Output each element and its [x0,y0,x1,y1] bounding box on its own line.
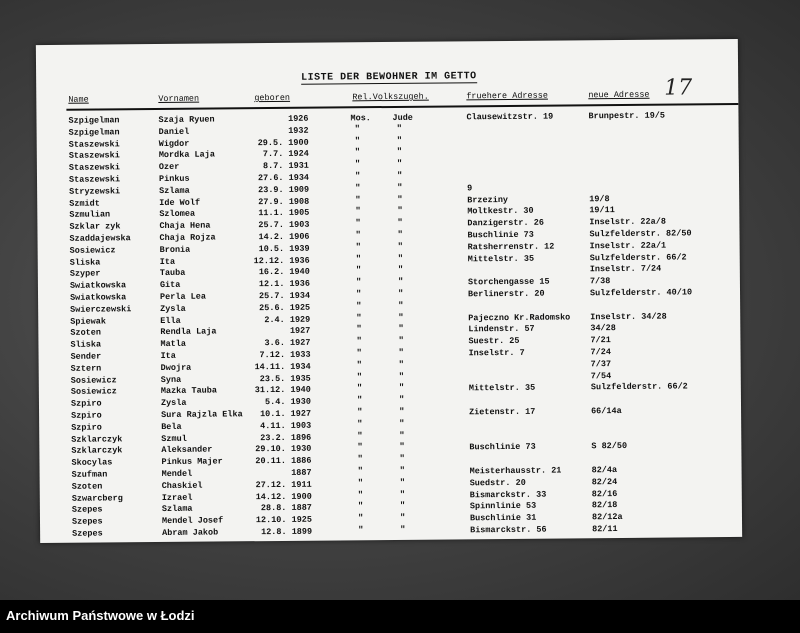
ditto-mark: " [397,265,404,276]
ditto-mark: " [398,359,405,370]
ditto-mark: " [398,347,404,358]
cell-name: Szmidt [69,198,100,209]
cell-name: Sztern [70,363,102,374]
cell-vorname: Chaskiel [161,480,203,491]
cell-name: Szpiro [71,410,102,421]
cell-name: Szepes [71,516,103,527]
cell-neu: 7/38 [589,276,611,287]
cell-vorname: Rendla Laja [160,326,217,338]
ditto-mark: " [399,465,406,476]
ditto-mark: " [357,466,364,477]
cell-neu: 82/11 [592,524,618,535]
cell-vorname: Ita [160,350,176,361]
cell-name: Staszewski [68,138,120,150]
cell-frueher: Danzigerstr. 26 [467,217,544,229]
cell-geboren: 1927 [289,326,311,337]
cell-geboren: 14.2. 1906 [258,231,310,243]
cell-vorname: Mendel [161,468,193,479]
ditto-mark: " [355,194,361,205]
ditto-mark: " [398,395,405,406]
cell-name: Sosiewicz [69,245,116,256]
cell-vorname: Ide Wolf [159,197,201,208]
cell-name: Szepes [72,528,103,539]
cell-vorname: Daniel [158,126,190,137]
ditto-mark: " [396,135,403,146]
cell-frueher: Ratsherrenstr. 12 [467,241,555,253]
ditto-mark: " [399,501,406,512]
cell-neu: Sulzfelderstr. 66/2 [590,381,688,393]
cell-neu: Sulzfelderstr. 66/2 [589,251,687,263]
cell-vorname: Pinkus Majer [161,456,223,468]
ditto-mark: " [357,478,364,489]
ditto-mark: " [354,135,361,146]
document-title: LISTE DER BEWOHNER IM GETTO [301,71,477,84]
cell-name: Staszewski [68,150,120,162]
cell-geboren: 23.5. 1935 [259,373,311,384]
ditto-mark: " [396,123,403,134]
ditto-mark: " [355,242,362,253]
ditto-mark: " [397,241,404,252]
ditto-mark: " [358,525,364,536]
cell-geboren: 25.6. 1925 [259,302,311,313]
cell-vorname: Ita [159,256,176,267]
cell-geboren: 10.1. 1927 [260,408,312,420]
ditto-mark: " [356,348,362,359]
cell-name: Szoten [70,327,102,339]
header-neu: neue Adresse [588,89,650,101]
cell-vorname: Mendel Josef [161,515,224,527]
cell-name: Swiatkowska [70,292,127,303]
ditto-mark: " [397,253,404,264]
ditto-mark: " [399,430,405,441]
cell-name: Sosiewicz [70,374,117,386]
archive-name: Archiwum Państwowe w Łodzi [6,608,195,623]
ditto-mark: " [399,406,405,417]
cell-name: Szufman [71,469,108,480]
cell-frueher: Meisterhausstr. 21 [469,465,562,477]
header-religion: Rel.Volkszugeh. [352,91,429,103]
cell-geboren: 31.12. 1940 [254,385,311,396]
cell-geboren: 29.10. 1930 [255,444,312,455]
cell-frueher: Buschlinie 31 [469,512,537,524]
cell-geboren: 12.10. 1925 [255,514,313,526]
cell-rel: Mos. [350,113,371,124]
cell-frueher: Lindenstr. 57 [468,324,535,335]
cell-neu: 82/4a [591,465,618,476]
ditto-mark: " [399,513,406,524]
cell-neu: Brunpestr. 19/5 [588,110,666,122]
cell-name: Sender [70,351,102,362]
cell-vorname: Szaja Ryuen [158,114,215,126]
cell-name: Stryzewski [69,186,121,197]
cell-geboren: 25.7. 1934 [258,290,311,302]
cell-vorname: Bronia [159,244,191,255]
cell-vorname: Mazka Tauba [160,385,218,397]
cell-name: Sliska [70,339,102,350]
cell-neu: S 82/50 [591,441,628,452]
cell-neu: 19/8 [589,193,610,204]
ditto-mark: " [356,336,362,347]
cell-vorname: Matla [160,338,187,350]
cell-frueher: 9 [467,183,473,194]
cell-geboren: 1932 [288,125,309,136]
cell-geboren: 2.4. 1929 [264,314,311,325]
cell-vorname: Aleksander [161,444,213,456]
cell-name: Spiewak [70,316,107,327]
header-rule [66,103,738,110]
cell-frueher: Mittelstr. 35 [468,383,536,394]
cell-vorname: Izrael [161,492,193,503]
ditto-mark: " [397,229,403,240]
header-frueher: fruehere Adresse [466,90,548,102]
ditto-mark: " [356,383,363,394]
cell-name: Sliska [69,257,101,268]
ditto-mark: " [397,206,403,217]
ditto-mark: " [357,430,363,441]
cell-geboren: 1887 [291,467,312,478]
ditto-mark: " [357,407,363,418]
cell-vorname: Szlama [159,185,190,196]
cell-vorname: Zysla [160,397,187,409]
header-geboren: geboren [254,92,291,104]
cell-name: Szklar zyk [69,221,121,232]
cell-frueher: Moltkestr. 30 [467,206,534,217]
cell-vorname: Tauba [159,268,186,279]
cell-neu: Inselstr. 22a/1 [589,240,667,252]
cell-frueher: Buschlinie 73 [467,229,534,241]
cell-frueher: Suestr. 25 [468,336,520,347]
cell-frueher: Mittelstr. 35 [467,253,535,264]
cell-name: Szoten [71,481,103,492]
cell-neu: 82/18 [591,500,618,511]
cell-vorname: Ozer [158,162,180,173]
cell-name: Szepes [71,504,103,516]
cell-vorname: Pinkus [158,173,190,185]
cell-vorname: Gita [159,280,181,291]
cell-name: Szpigelman [68,115,120,126]
ditto-mark: " [356,301,362,312]
cell-vorname: Mordka Laja [158,149,215,161]
cell-frueher: Berlinerstr. 20 [467,288,545,300]
cell-vorname: Chaja Hena [159,220,211,232]
cell-geboren: 4.11. 1903 [260,420,312,431]
ditto-mark: " [398,324,404,335]
cell-name: Staszewski [68,162,120,173]
cell-geboren: 10.5. 1939 [258,243,310,254]
cell-neu: 82/16 [591,488,618,499]
cell-vorname: Sura Rajzla Elka [161,409,243,420]
cell-vorname: Bela [161,421,182,432]
cell-neu: 19/11 [589,205,615,216]
cell-geboren: 23.9. 1909 [258,184,310,195]
ditto-mark: " [399,418,405,429]
ditto-mark: " [357,442,363,453]
cell-geboren: 7.12. 1933 [259,349,311,361]
ditto-mark: " [357,501,364,512]
cell-neu: 66/14a [591,405,622,417]
cell-vorname: Szmul [161,433,187,444]
cell-neu: 7/54 [590,370,612,381]
ditto-mark: " [355,265,362,276]
cell-frueher: Spinnlinie 53 [469,501,537,512]
cell-frueher: Buschlinie 73 [469,442,536,453]
ditto-mark: " [354,159,361,170]
cell-frueher: Storchengasse 15 [467,276,550,288]
ditto-mark: " [397,218,403,229]
ditto-mark: " [355,183,361,194]
archive-footer [0,600,800,633]
ditto-mark: " [354,147,361,158]
cell-name: Szklarczyk [71,433,123,445]
ditto-mark: " [355,230,361,241]
cell-name: Swierczewski [70,304,132,315]
cell-vorname: Perla Lea [160,291,207,302]
cell-neu: 34/28 [590,323,616,334]
cell-geboren: 3.6. 1927 [264,337,311,349]
cell-name: Szpigelman [68,127,120,138]
cell-vorname: Dwojra [160,362,192,373]
cell-geboren: 27.6. 1934 [257,172,310,184]
cell-geboren: 12.1. 1936 [258,278,310,290]
cell-name: Szpiro [70,398,102,409]
ditto-mark: " [357,419,363,430]
cell-neu: 82/24 [591,476,618,488]
cell-geboren: 14.12. 1900 [255,491,312,502]
ditto-mark: " [354,171,361,182]
cell-geboren: 23.2. 1896 [260,432,312,443]
cell-geboren: 16.2. 1940 [258,267,310,278]
cell-frueher: Brzeziny [467,194,509,205]
ditto-mark: " [399,454,405,465]
cell-neu: 7/37 [590,358,612,370]
cell-name: Skocylas [71,457,113,468]
ditto-mark: " [356,371,363,382]
ditto-mark: " [355,218,361,229]
cell-name: Staszewski [68,174,121,185]
cell-geboren: 5.4. 1930 [265,396,312,408]
cell-neu: Inselstr. 22a/8 [589,216,666,228]
ditto-mark: " [399,477,406,488]
cell-name: Szwarcberg [71,492,123,504]
ditto-mark: " [356,324,362,335]
cell-frueher: Suedstr. 20 [469,477,526,489]
cell-vorname: Zysla [160,303,186,314]
cell-geboren: 20.11. 1886 [255,455,312,467]
ditto-mark: " [398,312,404,323]
header-name: Name [68,94,89,105]
ditto-mark: " [356,312,362,323]
cell-geboren: 12.12. 1936 [253,255,310,266]
cell-neu: 82/12a [591,512,623,523]
ditto-mark: " [355,277,362,288]
cell-vorname: Chaja Rojza [159,232,216,244]
cell-geboren: 12.8. 1899 [261,526,313,538]
cell-name: Szyper [69,268,101,280]
cell-name: Szaddajewska [69,233,131,244]
ditto-mark: " [397,288,404,299]
cell-frueher: Bismarckstr. 33 [469,489,547,500]
document-sheet [36,39,742,543]
cell-name: Sosiewicz [70,386,117,398]
ditto-mark: " [399,442,405,453]
ditto-mark: " [396,170,403,181]
ditto-mark: " [398,300,404,311]
ditto-mark: " [355,253,362,264]
cell-name: Szklarczyk [71,445,123,457]
cell-frueher: Bismarckstr. 56 [470,524,547,536]
cell-neu: Inselstr. 34/28 [590,311,667,322]
cell-geboren: 27.12. 1911 [255,479,312,490]
cell-frueher: Zietenstr. 17 [469,406,536,418]
cell-geboren: 29.5. 1900 [257,137,309,148]
ditto-mark: " [356,395,363,406]
ditto-mark: " [397,182,403,193]
ditto-mark: " [357,489,364,500]
cell-frueher: Inselstr. 7 [468,347,525,359]
cell-frueher: Pajeczno Kr.Radomsko [468,312,571,323]
ditto-mark: " [398,371,405,382]
cell-vorname: Szlomea [159,209,196,220]
ditto-mark: " [356,360,363,371]
cell-geboren: 28.8. 1887 [260,503,312,514]
cell-geboren: 1926 [288,113,309,124]
cell-name: Szmulian [69,209,111,221]
cell-neu: 7/21 [590,335,611,346]
ditto-mark: " [354,124,361,135]
ditto-mark: " [396,159,403,170]
cell-vorname: Syna [160,374,182,385]
cell-name: Swiatkowska [69,280,127,291]
ditto-mark: " [397,194,403,205]
ditto-mark: " [398,336,404,347]
cell-geboren: 8.7. 1931 [262,160,309,172]
cell-vorname: Wigdor [158,138,190,149]
cell-geboren: 27.9. 1908 [258,196,310,207]
ditto-mark: " [400,524,406,535]
cell-geboren: 25.7. 1903 [258,219,310,231]
ditto-mark: " [357,454,363,465]
cell-frueher: Clausewitzstr. 19 [466,111,554,123]
cell-name: Szpiro [71,422,102,433]
ditto-mark: " [398,383,405,394]
ditto-mark: " [396,147,403,158]
cell-geboren: 7.7. 1924 [262,149,309,160]
ditto-mark: " [399,489,406,500]
ditto-mark: " [357,513,364,524]
cell-neu: Sulzfelderstr. 40/10 [589,287,693,299]
cell-geboren: 14.11. 1934 [254,361,311,372]
cell-neu: Inselstr. 7/24 [589,264,662,275]
ditto-mark: " [355,289,362,300]
cell-neu: Sulzfelderstr. 82/50 [589,228,692,240]
cell-neu: 7/24 [590,347,611,358]
cell-vol: Jude [392,112,413,123]
header-vorname: Vornamen [158,93,200,105]
cell-geboren: 11.1. 1905 [258,208,310,219]
ditto-mark: " [397,277,404,288]
ditto-mark: " [355,206,361,217]
cell-vorname: Abram Jakob [162,527,219,538]
page-number: 17 [664,75,693,101]
cell-vorname: Szlama [161,504,193,515]
cell-vorname: Ella [160,315,181,326]
